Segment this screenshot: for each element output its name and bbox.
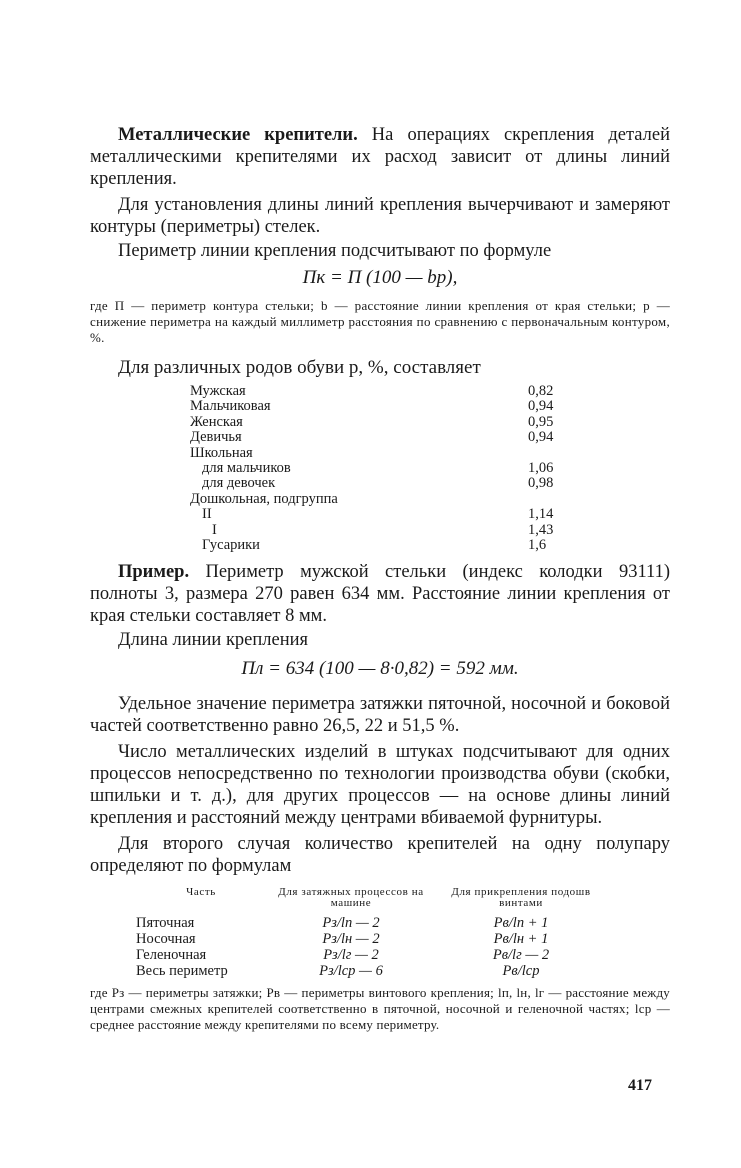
part-label: Геленочная: [136, 947, 207, 964]
table-row: [190, 538, 562, 553]
footwear-type-label: I: [212, 521, 217, 538]
p-values-table: [190, 384, 562, 553]
example-label: Пример.: [118, 562, 190, 583]
p-value: 0,95: [528, 413, 554, 430]
lasting-formula: Pз/lп — 2: [322, 915, 380, 932]
page-number: 417: [628, 1077, 652, 1094]
p-value: 0,82: [528, 383, 554, 399]
footwear-type-label: для мальчиков: [202, 460, 291, 477]
formula-main-note: где П — периметр контура стельки; b — расстояние линии крепления от края стельки; p — снижение периметра на каждый миллиметр расстояния по сравнению с первоначальным контуром, %.: [90, 298, 670, 345]
p-value: 0,94: [528, 429, 554, 446]
formula-main: Пк = П (100 — bp),: [302, 267, 458, 288]
p-value: 1,6: [528, 537, 547, 554]
table-row: [190, 415, 562, 430]
column-header-lasting: Для затяжных процессов на машине: [278, 886, 424, 910]
paragraph-second-case: Для второго случая количество крепителей на одну полупару определяют по формулам: [90, 834, 670, 877]
footwear-type-label: для девочек: [202, 475, 276, 492]
screw-formula: Pв/lср: [502, 963, 540, 980]
page-body: [90, 124, 670, 1033]
footwear-type-label: Мужская: [190, 383, 246, 399]
paragraph-metal-fasteners-text: На операциях скрепления деталей металлическими крепителями их расход зависит от длины линий крепления.: [90, 125, 671, 189]
part-label: Пяточная: [136, 915, 195, 932]
table-row: [136, 931, 606, 947]
footwear-type-label: Гусарики: [202, 537, 260, 554]
p-value: 0,94: [528, 398, 554, 415]
p-value: [528, 446, 562, 461]
lasting-formula: Pз/lн — 2: [322, 931, 380, 948]
table-row: [190, 507, 562, 522]
part-label: Весь периметр: [136, 963, 228, 980]
table-row: [190, 430, 562, 445]
table-row: [136, 947, 606, 963]
footwear-type-label: II: [202, 506, 212, 523]
column-header-screws: Для прикрепления подошв винтами: [451, 886, 591, 910]
paragraph-length-label: Длина линии крепления: [118, 630, 309, 651]
lasting-formula: Pз/lг — 2: [323, 947, 379, 964]
footwear-type-label: Дошкольная, подгруппа: [190, 490, 338, 507]
footwear-type-label: Женская: [190, 413, 243, 430]
fastener-formula-note: где Pз — периметры затяжки; Pв — периметры винтового крепления; lп, lн, lг — расстояние между центрами смежных крепителей соответственно в пяточной, носочной и геленочной частях; lср — среднее расстояние между крепителями по всему периметру.: [90, 985, 670, 1033]
table-row: [190, 461, 562, 476]
footwear-type-label: Девичья: [190, 429, 242, 446]
table-row: [190, 446, 562, 461]
p-value: [528, 492, 562, 507]
fastener-formula-table: [136, 887, 606, 979]
lasting-formula: Pз/lср — 6: [319, 963, 383, 980]
table-row: [190, 384, 562, 399]
p-value: 1,06: [528, 460, 554, 477]
paragraph-example: [90, 561, 670, 627]
screw-formula: Pв/lг — 2: [492, 947, 550, 964]
paragraph-specific-perimeter: Удельное значение периметра затяжки пяточной, носочной и боковой частей соответственно равно 26,5, 22 и 51,5 %.: [90, 694, 670, 737]
table-row: [190, 399, 562, 414]
paragraph-metal-fasteners: [90, 124, 670, 190]
heading-metal-fasteners: Металлические крепители.: [118, 125, 358, 145]
column-header-part: Часть: [186, 886, 216, 899]
paragraph-formula-intro: Периметр линии крепления подсчитывают по формуле: [118, 241, 552, 261]
example-text: Периметр мужской стельки (индекс колодки 93111) полноты 3, размера 270 равен 634 мм. Расстояние линии крепления от края стельки составляет 8 мм.: [90, 562, 670, 627]
screw-formula: Pв/lп + 1: [493, 915, 549, 932]
table-row: [190, 523, 562, 538]
part-label: Носочная: [136, 931, 196, 948]
p-value: 1,14: [528, 506, 554, 523]
footwear-type-label: Мальчиковая: [190, 398, 271, 415]
p-value: 0,98: [528, 475, 554, 492]
screw-formula: Pв/lн + 1: [493, 931, 549, 948]
table-row: [136, 915, 606, 931]
p-value: 1,43: [528, 521, 554, 538]
p-values-intro: Для различных родов обуви p, %, составляет: [118, 357, 481, 378]
table-row: [190, 476, 562, 491]
paragraph-count-methods: Число металлических изделий в штуках подсчитывают для одних процессов непосредственно по технологии производства обуви (скобки, шпильки и т. д.), для других процессов — на основе длины линий крепления и расстояний между центрами вбиваемой фурнитуры.: [90, 742, 670, 829]
formula-example: Пл = 634 (100 — 8·0,82) = 592 мм.: [241, 658, 519, 680]
table-row: [190, 492, 562, 507]
table-row: [136, 963, 606, 979]
footwear-type-label: Школьная: [190, 444, 253, 461]
paragraph-contours: Для установления длины линий крепления вычерчивают и замеряют контуры (периметры) стелек.: [90, 195, 670, 237]
